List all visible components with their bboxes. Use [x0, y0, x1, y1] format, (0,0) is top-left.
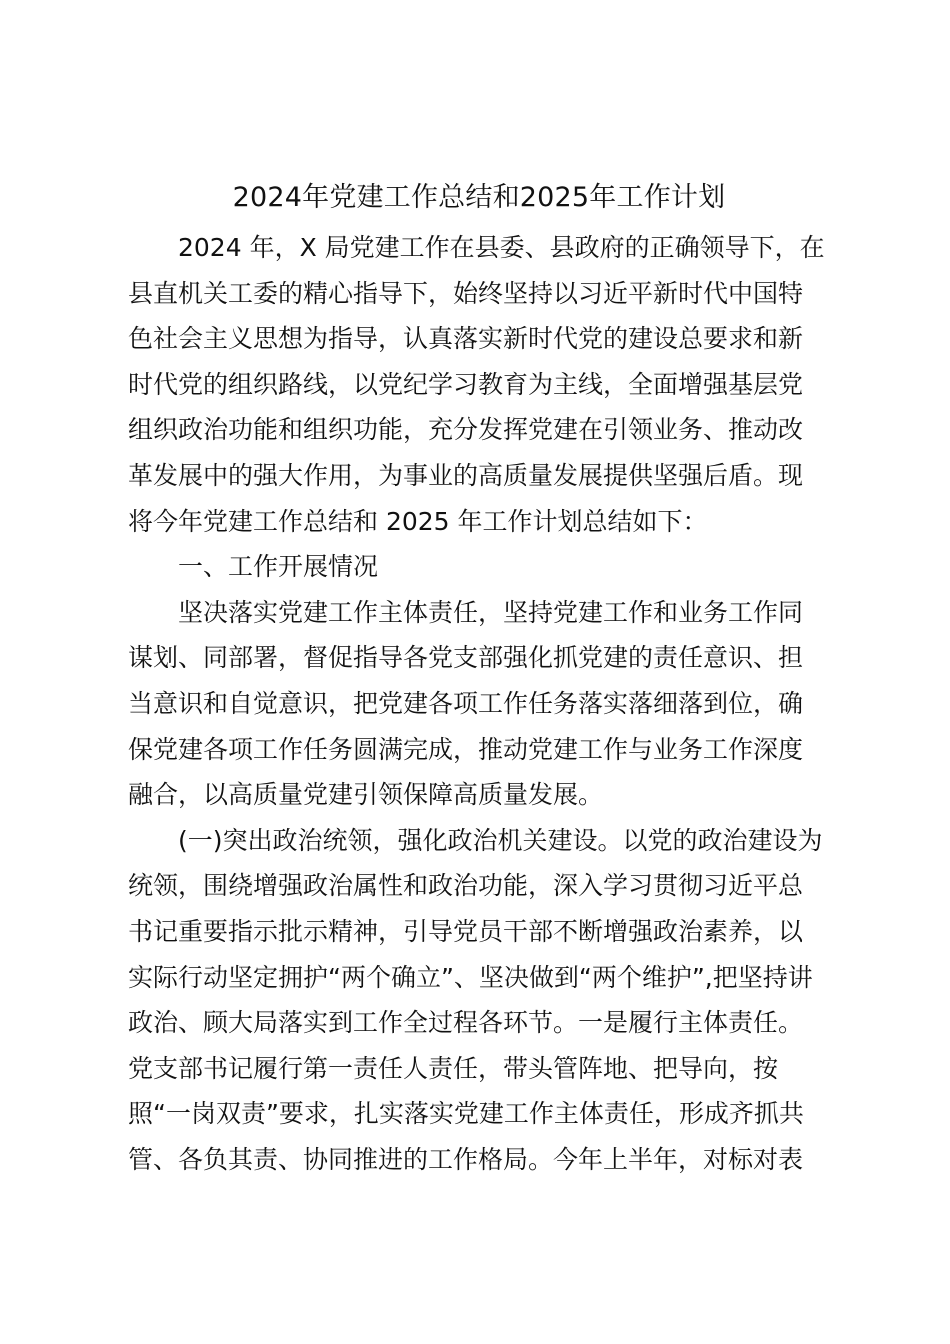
paragraph-line: 统领，围绕增强政治属性和政治功能，深入学习贯彻习近平总 [128, 871, 804, 901]
paragraph-line: 时代党的组织路线，以党纪学习教育为主线，全面增强基层党 [128, 369, 804, 399]
subsection-line: (一)突出政治统领，强化政治机关建设。以党的政治建设为 [178, 825, 823, 855]
paragraph-line: 坚决落实党建工作主体责任，坚持党建工作和业务工作同 [178, 597, 804, 627]
paragraph-line: 党支部书记履行第一责任人责任，带头管阵地、把导向，按 [128, 1053, 779, 1083]
paragraph-line: 保党建各项工作任务圆满完成，推动党建工作与业务工作深度 [128, 734, 804, 764]
paragraph-line: 组织政治功能和组织功能，充分发挥党建在引领业务、推动改 [128, 415, 804, 445]
paragraph-line: 县直机关工委的精心指导下，始终坚持以习近平新时代中国特 [128, 278, 804, 308]
paragraph-line: 实际行动坚定拥护“两个确立”、坚决做到“两个维护”,把坚持讲 [128, 962, 813, 992]
document-title: 2024年党建工作总结和2025年工作计划 [232, 182, 726, 213]
paragraph-line: 政治、顾大局落实到工作全过程各环节。一是履行主体责任。 [128, 1008, 804, 1038]
document-body [128, 225, 828, 1182]
paragraph-line: 革发展中的强大作用，为事业的高质量发展提供坚强后盾。现 [128, 460, 804, 490]
paragraph-line: 谋划、同部署，督促指导各党支部强化抓党建的责任意识、担 [128, 643, 804, 673]
paragraph-line: 色社会主义思想为指导，认真落实新时代党的建设总要求和新 [128, 324, 804, 354]
paragraph-line: 当意识和自觉意识，把党建各项工作任务落实落细落到位，确 [128, 688, 804, 718]
section-heading: 一、工作开展情况 [178, 552, 379, 582]
paragraph-line: 将今年党建工作总结和 2025 年工作计划总结如下： [128, 506, 708, 536]
paragraph-line: 2024 年，X 局党建工作在县委、县政府的正确领导下，在 [178, 233, 825, 262]
paragraph-line: 融合，以高质量党建引领保障高质量发展。 [128, 780, 604, 810]
paragraph-line: 书记重要指示批示精神，引导党员干部不断增强政治素养，以 [128, 916, 804, 946]
paragraph-line: 管、各负其责、协同推进的工作格局。今年上半年，对标对表 [128, 1144, 804, 1174]
paragraph-line: 照“一岗双责”要求，扎实落实党建工作主体责任，形成齐抓共 [128, 1099, 804, 1129]
